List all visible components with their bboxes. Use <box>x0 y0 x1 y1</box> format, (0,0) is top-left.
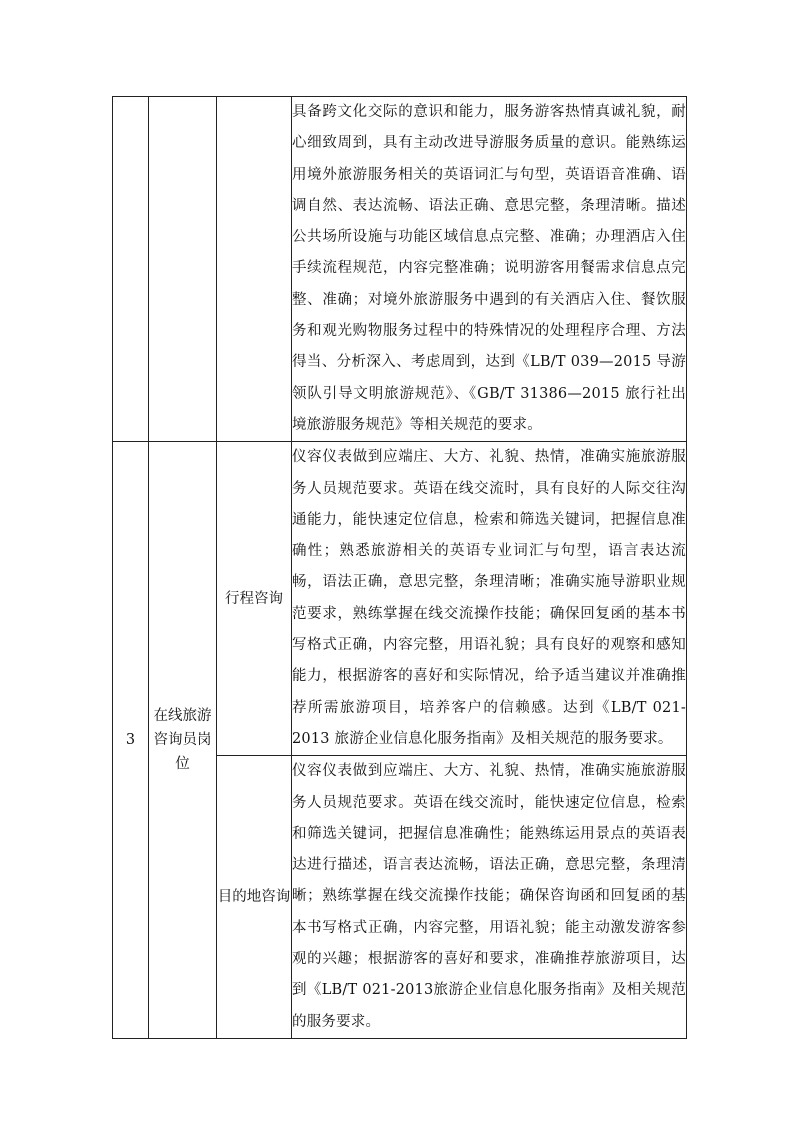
post-name-cell: 在线旅游咨询员岗位 <box>149 442 217 1039</box>
table-row-itinerary <box>113 442 687 756</box>
row-number-cell: 3 <box>113 442 149 1039</box>
task-name-cell: 目的地咨询 <box>217 756 292 1039</box>
row-number-cell <box>113 97 149 442</box>
requirement-description: 仪容仪表做到应端庄、大方、礼貌、热情，准确实施旅游服务人员规范要求。英语在线交流时，具有良好的人际交往沟通能力，能快速定位信息，检索和筛选关键词，把握信息准确性；熟悉旅游相关的英语专业词汇与句型，语言表达流畅，语法正确，意思完整，条理清晰；准确实施导游职业规范要求，熟练掌握在线交流操作技能；确保回复函的基本书写格式正确，内容完整，用语礼貌；具有良好的观察和感知能力，根据游客的喜好和实际情况，给予适当建议并准确推荐所需旅游项目，培养客户的信赖感。达到《LB/T 021-2013 旅游企业信息化服务指南》及相关规范的服务要求。 <box>292 442 687 756</box>
table-row-continued <box>113 97 687 442</box>
task-name-cell: 行程咨询 <box>217 442 292 756</box>
task-cell <box>217 97 292 442</box>
requirement-description: 仪容仪表做到应端庄、大方、礼貌、热情，准确实施旅游服务人员规范要求。英语在线交流时，能快速定位信息，检索和筛选关键词，把握信息准确性；能熟练运用景点的英语表达进行描述，语言表达流畅，语法正确，意思完整，条理清晰；熟练掌握在线交流操作技能；确保咨询函和回复函的基本书写格式正确，内容完整，用语礼貌；能主动激发游客参观的兴趣；根据游客的喜好和要求，准确推荐旅游项目，达到《LB/T 021-2013旅游企业信息化服务指南》及相关规范的服务要求。 <box>292 756 687 1039</box>
requirements-table <box>112 96 687 1039</box>
post-cell <box>149 97 217 442</box>
requirement-description: 具备跨文化交际的意识和能力，服务游客热情真诚礼貌，耐心细致周到，具有主动改进导游服务质量的意识。能熟练运用境外旅游服务相关的英语词汇与句型，英语语音准确、语调自然、表达流畅、语法正确、意思完整，条理清晰。描述公共场所设施与功能区域信息点完整、准确；办理酒店入住手续流程规范，内容完整准确；说明游客用餐需求信息点完整、准确；对境外旅游服务中遇到的有关酒店入住、餐饮服务和观光购物服务过程中的特殊情况的处理程序合理、方法得当、分析深入、考虑周到，达到《LB/T 039—2015 导游领队引导文明旅游规范》、《GB/T 31386—2015 旅行社出境旅游服务规范》等相关规范的要求。 <box>292 97 687 442</box>
